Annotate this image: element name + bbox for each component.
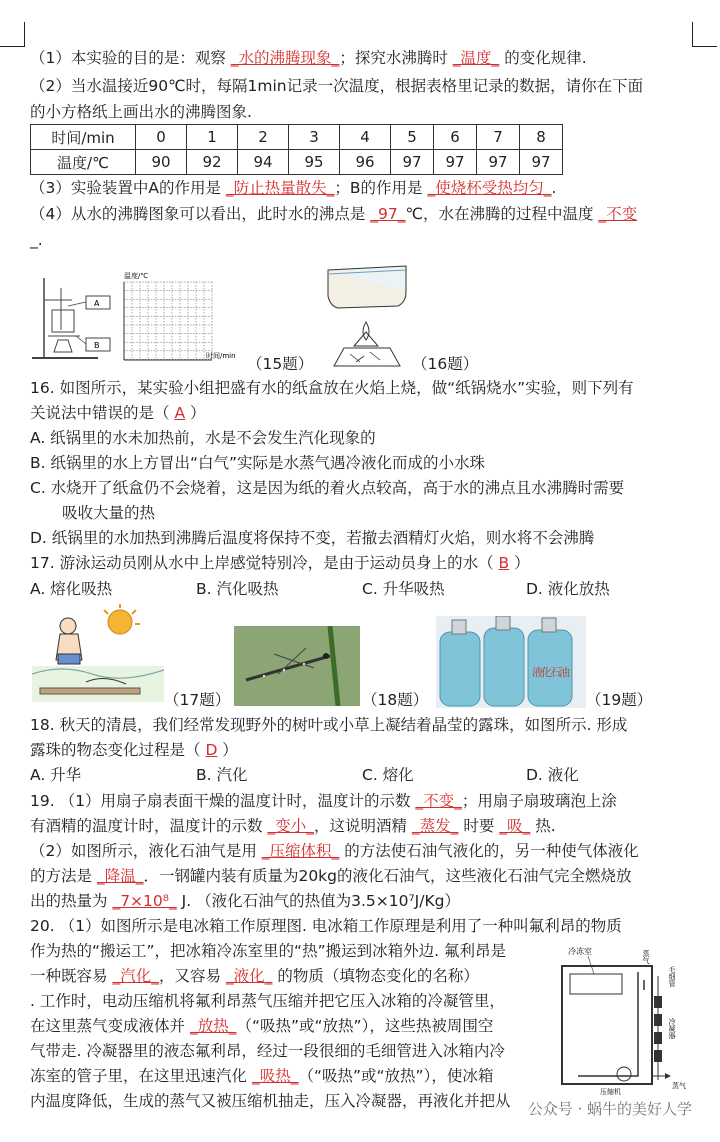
table-cell: 97 — [477, 150, 520, 175]
answer: B — [498, 554, 510, 572]
answer: _吸热_ — [251, 1067, 299, 1085]
grid-x-label: 时间/min — [206, 352, 236, 360]
caption-17: （17题） — [164, 691, 231, 709]
q18-option-d: D. 液化 — [526, 766, 579, 784]
table-cell: 6 — [434, 125, 477, 150]
q16-stem-line2: 关说法中错误的是（ A ） — [30, 404, 206, 422]
crop-mark-right — [692, 22, 717, 47]
q19-line4: 的方法是 _降温_．一钢罐内装有质量为20kg的液化石油气，这些液化石油气完全燃烧放 — [30, 867, 632, 885]
q16-option-a: A. 纸锅里的水未加热前，水是不会发生汽化现象的 — [30, 429, 376, 447]
table-cell: 5 — [391, 125, 434, 150]
answer: _降温_ — [96, 867, 144, 885]
q15-part2-line1: （2）当水温接近90℃时，每隔1min记录一次温度，根据表格里记录的数据，请你在下面 — [30, 77, 644, 95]
q15-part1: （1）本实验的目的是：观察 _水的沸腾现象_；探究水沸腾时 _温度_ 的变化规律. — [30, 49, 587, 67]
table-cell: 94 — [238, 150, 289, 175]
q16-option-c-line1: C. 水烧开了纸盒仍不会烧着，这是因为纸的着火点较高，高于水的沸点且水沸腾时需要 — [30, 479, 625, 497]
answer: _防止热量散失_ — [225, 179, 335, 197]
q15-part4-tail: _. — [30, 231, 43, 249]
answer: _蒸发_ — [411, 817, 459, 835]
answer: _水的沸腾现象_ — [230, 49, 340, 67]
q17-option-d: D. 液化放热 — [526, 580, 610, 598]
answer: D — [205, 741, 218, 759]
q19-line1: 19. （1）用扇子扇表面干燥的温度计时，温度计的示数 _不变_；用扇子扇玻璃泡上涂 — [30, 792, 617, 810]
table-row — [31, 125, 563, 150]
answer: _变小_ — [267, 817, 314, 835]
table-cell: 1 — [187, 125, 238, 150]
table-header-cell: 时间/min — [31, 125, 136, 150]
q19-line3: （2）如图所示，液化石油气是用 _压缩体积_ 的方法使石油气液化的，另一种使气体液化 — [30, 842, 639, 860]
q16-option-d: D. 纸锅里的水加热到沸腾后温度将保持不变，若撤去酒精灯火焰，则水将不会沸腾 — [30, 529, 595, 547]
q15-part2-line2: 的小方格纸上画出水的沸腾图象. — [30, 103, 252, 121]
caption-15: （15题） — [247, 355, 314, 373]
q15-part4: （4）从水的沸腾图象可以看出，此时水的沸点是 _97_℃，水在沸腾的过程中温度 _不变 — [30, 205, 638, 223]
data-table — [30, 124, 563, 175]
table-header-cell: 温度/℃ — [31, 150, 136, 175]
q18-option-c: C. 熔化 — [362, 766, 414, 784]
answer: _吸_ — [499, 817, 531, 835]
q15-part3: （3）实验装置中A的作用是 _防止热量散失_；B的作用是 _使烧杯受热均匀_. — [30, 179, 557, 197]
answer: A — [174, 404, 186, 422]
swimmer-figure — [32, 604, 164, 702]
table-cell: 4 — [340, 125, 391, 150]
table-cell: 2 — [238, 125, 289, 150]
apparatus-figure — [28, 270, 120, 370]
q19-line5: 出的热量为 _7×10⁸_ J. （液化石油气的热值为3.5×10⁷J/Kg） — [30, 892, 460, 910]
q16-option-c-line2: 吸收大量的热 — [62, 504, 156, 522]
table-cell: 95 — [289, 150, 340, 175]
answer: _不变 — [598, 205, 638, 223]
answer: _97_ — [370, 205, 406, 223]
fridge-diagram — [548, 936, 698, 1096]
q16-stem-line1: 16. 如图所示，某实验小组把盛有水的纸盒放在火焰上烧，做“纸锅烧水”实验，则下列有 — [30, 379, 634, 397]
q17-option-c: C. 升华吸热 — [362, 580, 445, 598]
table-row — [31, 150, 563, 175]
gas-tanks-photo — [436, 616, 586, 708]
q18-stem-line1: 18. 秋天的清晨，我们经常发现野外的树叶或小草上凝结着晶莹的露珠，如图所示. 形成 — [30, 716, 628, 734]
q18-stem-line2: 露珠的物态变化过程是（ D ） — [30, 741, 238, 759]
table-cell: 97 — [520, 150, 563, 175]
q17-stem: 17. 游泳运动员刚从水中上岸感觉特别冷，是由于运动员身上的水（ B ） — [30, 554, 530, 572]
answer: _7×10⁸_ — [112, 892, 177, 910]
q20-line2: 作为热的“搬运工”，把冰箱冷冻室里的“热”搬运到冰箱外边. 氟利昂是 — [30, 942, 506, 960]
q20-line6: 气带走. 冷凝器里的液态氟利昂，经过一段很细的毛细管进入冰箱内冷 — [30, 1042, 505, 1060]
q18-option-b: B. 汽化 — [196, 766, 248, 784]
table-cell: 97 — [391, 150, 434, 175]
grid-y-label: 温度/℃ — [124, 272, 149, 280]
compressor-label: 压缩机 — [600, 1088, 621, 1096]
table-cell: 96 — [340, 150, 391, 175]
q16-option-b: B. 纸锅里的水上方冒出“白气”实际是水蒸气遇冷液化而成的小水珠 — [30, 454, 486, 472]
answer: _压缩体积_ — [261, 842, 340, 860]
paper-pot-figure — [320, 262, 412, 370]
watermark: 公众号 · 蜗牛的美好人学 — [527, 1100, 692, 1118]
caption-19: （19题） — [586, 691, 653, 709]
grid-paper — [118, 270, 248, 370]
q20-line3: 一种既容易 _汽化_，又容易 _液化_ 的物质（填物态变化的名称） — [30, 967, 479, 985]
q17-option-b: B. 汽化吸热 — [196, 580, 279, 598]
q18-option-a: A. 升华 — [30, 766, 82, 784]
table-cell: 97 — [434, 150, 477, 175]
condenser-label: 冷凝器 — [668, 1018, 676, 1039]
table-cell: 92 — [187, 150, 238, 175]
table-cell: 0 — [136, 125, 187, 150]
capillary-label: 毛细管 — [668, 966, 676, 987]
crop-mark-left — [0, 22, 25, 47]
q20-line1: 20. （1）如图所示是电冰箱工作原理图. 电冰箱工作原理是利用了一种叫氟利昂的物质 — [30, 917, 622, 935]
table-cell: 3 — [289, 125, 340, 150]
answer: _汽化_ — [112, 967, 159, 985]
q20-line4: . 工作时，电动压缩机将氟利昂蒸气压缩并把它压入冰箱的冷凝管里， — [30, 992, 505, 1010]
tank-text: 液化石油 — [532, 666, 570, 679]
label-a: A — [94, 299, 100, 308]
q19-line2: 有酒精的温度计时，温度计的示数 _变小_，这说明酒精 _蒸发_ 时要 _吸_ 热. — [30, 817, 556, 835]
dewdrop-photo — [234, 626, 360, 706]
freezer-label: 冷冻室 — [568, 947, 592, 956]
caption-18: （18题） — [362, 691, 429, 709]
table-cell: 7 — [477, 125, 520, 150]
answer: _液化_ — [225, 967, 273, 985]
answer: _放热_ — [189, 1017, 237, 1035]
table-cell: 90 — [136, 150, 187, 175]
vapor-top-label: 蒸气 — [642, 950, 650, 964]
q20-line8: 内温度降低，生成的蒸气又被压缩机抽走，压入冷凝器，再液化并把从 — [30, 1092, 511, 1110]
vapor-bottom-label: 蒸气 — [672, 1082, 686, 1090]
label-b: B — [94, 341, 100, 350]
q20-line7: 冻室的管子里，在这里迅速汽化 _吸热_（“吸热”或“放热”），使冰箱 — [30, 1067, 494, 1085]
q20-line5: 在这里蒸气变成液体并 _放热_（“吸热”或“放热”），这些热被周围空 — [30, 1017, 494, 1035]
q17-option-a: A. 熔化吸热 — [30, 580, 113, 598]
table-cell: 8 — [520, 125, 563, 150]
answer: _使烧杯受热均匀_ — [427, 179, 552, 197]
answer: _温度_ — [452, 49, 500, 67]
answer: _不变_ — [415, 792, 462, 810]
caption-16: （16题） — [412, 355, 479, 373]
